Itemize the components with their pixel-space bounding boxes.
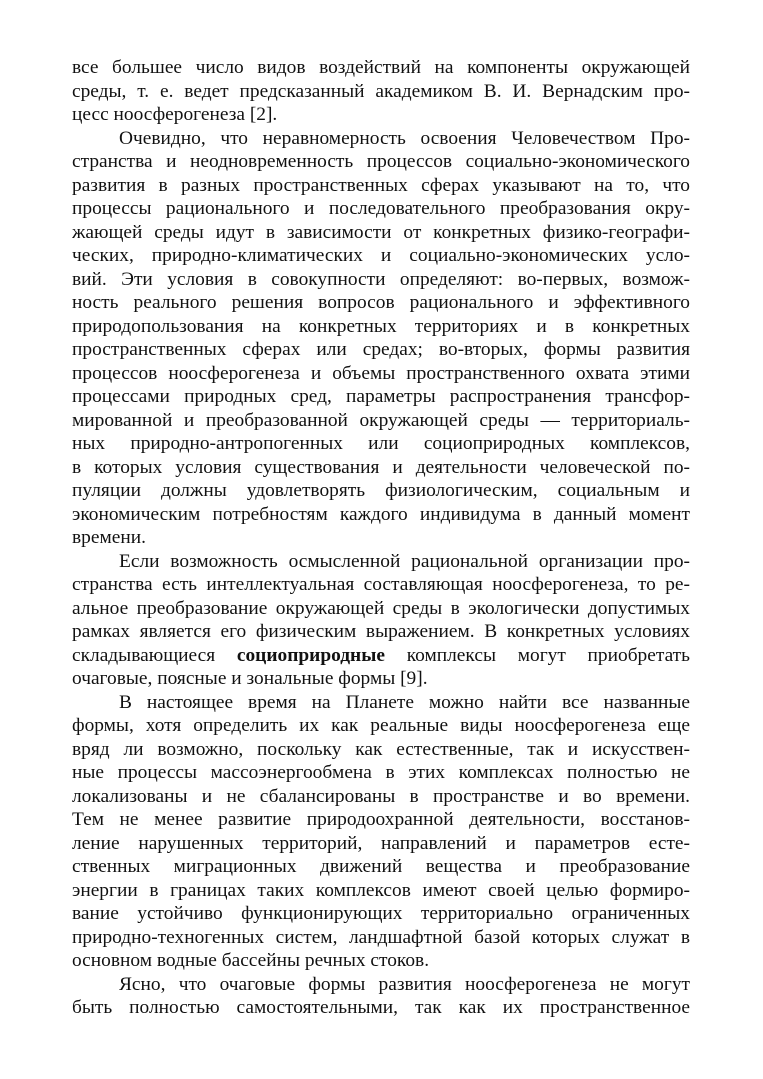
text-line: вий. Эти условия в совокупности определяют: во-первых, возмож- [72, 268, 690, 290]
paragraph-2 [72, 127, 690, 550]
text-line: Тем не менее развитие природоохранной деятельности, восстанов- [72, 809, 690, 830]
text-line: альное преобразование окружающей среды в экологически допустимых [72, 597, 690, 619]
text-line: времени. [72, 527, 146, 548]
text-line: формы, хотя определить их как реальные виды ноосферогенеза еще [72, 715, 690, 736]
text-line: странства есть интеллектуальная составляющая ноосферогенеза, то ре- [72, 574, 690, 595]
text-line: процессами природных сред, параметры распространения трансфор- [72, 386, 690, 407]
text-line: вряд ли возможно, поскольку как естественные, так и искусствен- [72, 738, 690, 760]
line-text-after-bold: комплексы могут приобретать [384, 644, 690, 666]
text-line: ных природно-антропогенных или социоприродных комплексов, [72, 433, 690, 454]
text-line: в которых условия существования и деятельности человеческой по- [72, 456, 690, 478]
line-text-before-bold: складывающиеся [72, 644, 237, 666]
document-page [72, 56, 690, 1020]
text-line: процессы рационального и последовательного преобразования окру- [72, 198, 690, 219]
text-line: пространственных сферах или средах; во-вторых, формы развития [72, 339, 690, 360]
text-line: энергии в границах таких комплексов имеют своей целью формиро- [72, 879, 690, 901]
text-line: природопользования на конкретных территориях и в конкретных [72, 315, 690, 337]
text-line: быть полностью самостоятельными, так как их пространственное [72, 997, 690, 1018]
bold-term: социоприродные [236, 644, 385, 666]
paragraph-5 [72, 973, 690, 1020]
paragraph-4 [72, 691, 690, 973]
text-line: рамках является его физическим выражением. В конкретных условиях [72, 621, 690, 642]
text-line: основном водные бассейны речных стоков. [72, 950, 430, 971]
text-line: развития в разных пространственных сферах указывают на то, что [72, 174, 690, 196]
text-line: странства и неодновременность процессов социально-экономического [72, 151, 690, 172]
text-line: жающей среды идут в зависимости от конкретных физико-географи- [72, 221, 690, 243]
text-line: природно-техногенных систем, ландшафтной базой которых служат в [72, 926, 690, 948]
text-line-with-bold [72, 644, 690, 668]
text-line: Если возможность осмысленной рациональной организации про- [119, 550, 690, 572]
text-line: ление нарушенных территорий, направлений и параметров есте- [72, 832, 690, 854]
text-line: цесс ноосферогенеза [2]. [72, 104, 278, 125]
text-line: Ясно, что очаговые формы развития ноосферогенеза не могут [119, 973, 690, 995]
text-line: вание устойчиво функционирующих территориально ограниченных [72, 903, 690, 924]
text-line: очаговые, поясные и зональные формы [9]. [72, 668, 428, 689]
text-line: ность реального решения вопросов рационального и эффективного [72, 292, 690, 313]
text-line: мированной и преобразованной окружающей среды — территориаль- [72, 409, 690, 431]
paragraph-3 [72, 550, 690, 691]
text-line: локализованы и не сбалансированы в пространстве и во времени. [72, 785, 690, 807]
text-line: ные процессы массоэнергообмена в этих комплексах полностью не [72, 762, 690, 783]
text-line: пуляции должны удовлетворять физиологическим, социальным и [72, 480, 690, 501]
text-line: Очевидно, что неравномерность освоения Человечеством Про- [119, 127, 690, 149]
text-line: ческих, природно-климатических и социально-экономических усло- [72, 245, 690, 266]
paragraph-1 [72, 56, 690, 127]
text-line: среды, т. е. ведет предсказанный академиком В. И. Вернадским про- [72, 80, 690, 102]
text-line: В настоящее время на Планете можно найти все названные [119, 691, 690, 713]
text-line: процессов ноосферогенеза и объемы пространственного охвата этими [72, 362, 690, 384]
text-line: ственных миграционных движений вещества и преобразование [72, 856, 690, 877]
text-line: экономическим потребностям каждого индивидума в данный момент [72, 503, 690, 525]
text-line: все большее число видов воздействий на компоненты окружающей [72, 57, 690, 78]
